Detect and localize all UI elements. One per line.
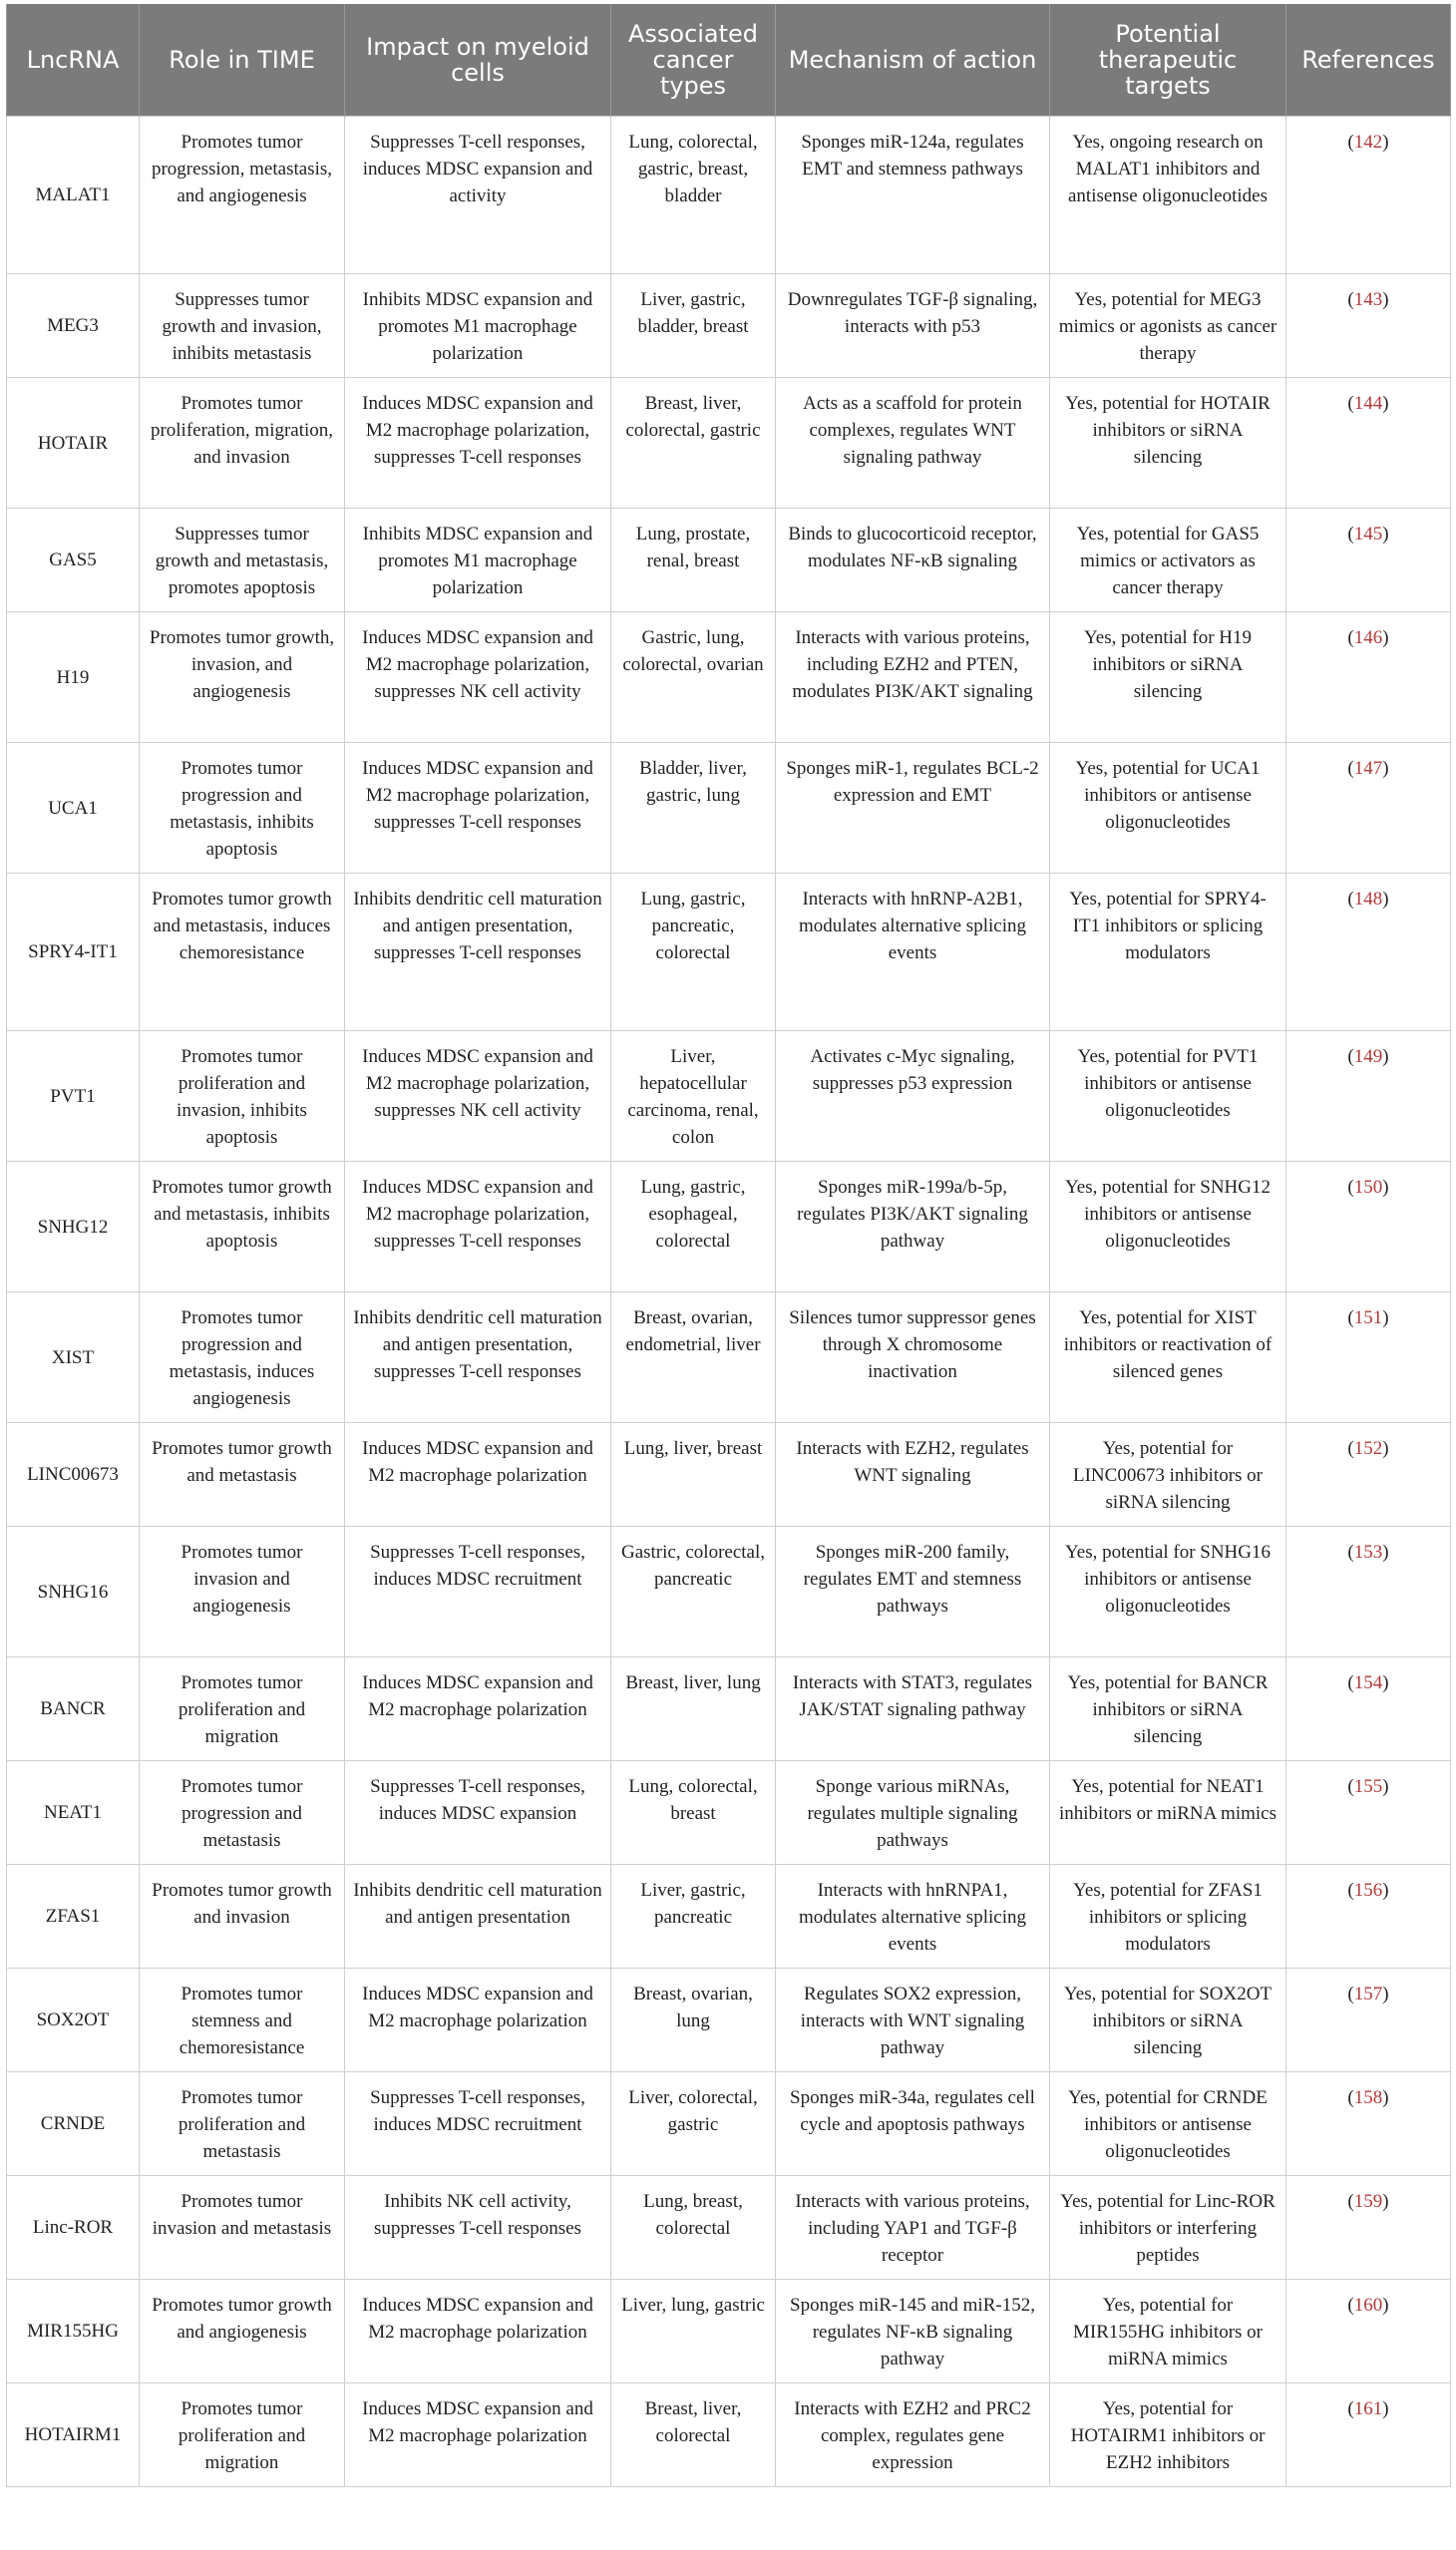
impact-cell: Induces MDSC expansion and M2 macrophage polarization, suppresses T-cell responses [345, 743, 611, 874]
role-cell: Promotes tumor growth and angiogenesis [140, 2280, 345, 2383]
table-row [7, 1162, 1451, 1292]
impact-cell: Inhibits MDSC expansion and promotes M1 macrophage polarization [345, 274, 611, 378]
mechanism-cell: Activates c-Myc signaling, suppresses p53 expression [776, 1031, 1050, 1162]
cancer-types-cell: Breast, ovarian, endometrial, liver [611, 1292, 776, 1423]
cancer-types-cell: Breast, liver, lung [611, 1657, 776, 1761]
reference-cell: (153) [1286, 1527, 1451, 1657]
lncrna-cell: SOX2OT [7, 1969, 140, 2072]
header-lncrna: LncRNA [7, 4, 140, 117]
impact-cell: Induces MDSC expansion and M2 macrophage polarization [345, 2383, 611, 2487]
header-references: References [1286, 4, 1451, 117]
cancer-types-cell: Breast, ovarian, lung [611, 1969, 776, 2072]
reference-cell: (160) [1286, 2280, 1451, 2383]
reference-link[interactable]: 150 [1353, 1177, 1383, 1198]
table-row [7, 2072, 1451, 2176]
targets-cell: Yes, potential for BANCR inhibitors or siRNA silencing [1050, 1657, 1286, 1761]
mechanism-cell: Interacts with EZH2 and PRC2 complex, regulates gene expression [776, 2383, 1050, 2487]
table-row [7, 274, 1451, 378]
lncrna-cell: BANCR [7, 1657, 140, 1761]
table-row [7, 117, 1451, 274]
targets-cell: Yes, potential for XIST inhibitors or reactivation of silenced genes [1050, 1292, 1286, 1423]
mechanism-cell: Interacts with hnRNP-A2B1, modulates alternative splicing events [776, 874, 1050, 1031]
targets-cell: Yes, potential for H19 inhibitors or siRNA silencing [1050, 612, 1286, 743]
lncrna-cell: MALAT1 [7, 117, 140, 274]
cancer-types-cell: Liver, hepatocellular carcinoma, renal, colon [611, 1031, 776, 1162]
impact-cell: Inhibits dendritic cell maturation and antigen presentation, suppresses T-cell responses [345, 874, 611, 1031]
reference-link[interactable]: 160 [1353, 2295, 1383, 2316]
header-mechanism: Mechanism of action [776, 4, 1050, 117]
lncrna-cell: MIR155HG [7, 2280, 140, 2383]
mechanism-cell: Sponges miR-34a, regulates cell cycle and apoptosis pathways [776, 2072, 1050, 2176]
targets-cell: Yes, potential for SNHG16 inhibitors or antisense oligonucleotides [1050, 1527, 1286, 1657]
reference-link[interactable]: 154 [1353, 1672, 1383, 1693]
reference-cell: (146) [1286, 612, 1451, 743]
reference-cell: (157) [1286, 1969, 1451, 2072]
reference-cell: (161) [1286, 2383, 1451, 2487]
reference-link[interactable]: 149 [1353, 1046, 1383, 1067]
lncrna-cell: UCA1 [7, 743, 140, 874]
role-cell: Promotes tumor progression and metastasis, inhibits apoptosis [140, 743, 345, 874]
reference-link[interactable]: 148 [1353, 889, 1383, 910]
table-row [7, 2280, 1451, 2383]
table-row [7, 1969, 1451, 2072]
lncrna-cell: Linc-ROR [7, 2176, 140, 2280]
lncrna-cell: MEG3 [7, 274, 140, 378]
reference-link[interactable]: 158 [1353, 2087, 1383, 2108]
role-cell: Promotes tumor proliferation and metastasis [140, 2072, 345, 2176]
reference-link[interactable]: 147 [1353, 758, 1383, 779]
impact-cell: Suppresses T-cell responses, induces MDSC expansion [345, 1761, 611, 1865]
cancer-types-cell: Lung, colorectal, breast [611, 1761, 776, 1865]
mechanism-cell: Sponges miR-1, regulates BCL-2 expression and EMT [776, 743, 1050, 874]
cancer-types-cell: Liver, lung, gastric [611, 2280, 776, 2383]
lncrna-cell: SPRY4-IT1 [7, 874, 140, 1031]
targets-cell: Yes, potential for PVT1 inhibitors or antisense oligonucleotides [1050, 1031, 1286, 1162]
role-cell: Promotes tumor proliferation and migration [140, 1657, 345, 1761]
impact-cell: Induces MDSC expansion and M2 macrophage polarization, suppresses T-cell responses [345, 378, 611, 509]
role-cell: Suppresses tumor growth and metastasis, promotes apoptosis [140, 509, 345, 612]
reference-cell: (148) [1286, 874, 1451, 1031]
mechanism-cell: Downregulates TGF-β signaling, interacts with p53 [776, 274, 1050, 378]
reference-cell: (144) [1286, 378, 1451, 509]
reference-link[interactable]: 161 [1353, 2398, 1383, 2419]
reference-cell: (154) [1286, 1657, 1451, 1761]
targets-cell: Yes, potential for Linc-ROR inhibitors or interfering peptides [1050, 2176, 1286, 2280]
mechanism-cell: Sponges miR-200 family, regulates EMT and stemness pathways [776, 1527, 1050, 1657]
lncrna-cell: LINC00673 [7, 1423, 140, 1527]
header-cancer-types: Associated cancer types [611, 4, 776, 117]
lncrna-cell: ZFAS1 [7, 1865, 140, 1969]
reference-link[interactable]: 159 [1353, 2191, 1383, 2212]
mechanism-cell: Acts as a scaffold for protein complexes, regulates WNT signaling pathway [776, 378, 1050, 509]
table-row [7, 874, 1451, 1031]
lncrna-cell: HOTAIR [7, 378, 140, 509]
reference-link[interactable]: 155 [1353, 1776, 1383, 1797]
targets-cell: Yes, potential for GAS5 mimics or activators as cancer therapy [1050, 509, 1286, 612]
impact-cell: Inhibits dendritic cell maturation and antigen presentation, suppresses T-cell responses [345, 1292, 611, 1423]
lncrna-cell: PVT1 [7, 1031, 140, 1162]
cancer-types-cell: Liver, gastric, bladder, breast [611, 274, 776, 378]
cancer-types-cell: Breast, liver, colorectal [611, 2383, 776, 2487]
role-cell: Promotes tumor growth and invasion [140, 1865, 345, 1969]
table-row [7, 1657, 1451, 1761]
targets-cell: Yes, ongoing research on MALAT1 inhibitors and antisense oligonucleotides [1050, 117, 1286, 274]
mechanism-cell: Interacts with various proteins, including YAP1 and TGF-β receptor [776, 2176, 1050, 2280]
lncrna-cell: GAS5 [7, 509, 140, 612]
mechanism-cell: Interacts with hnRNPA1, modulates alternative splicing events [776, 1865, 1050, 1969]
table-row [7, 743, 1451, 874]
targets-cell: Yes, potential for CRNDE inhibitors or antisense oligonucleotides [1050, 2072, 1286, 2176]
cancer-types-cell: Gastric, colorectal, pancreatic [611, 1527, 776, 1657]
reference-cell: (151) [1286, 1292, 1451, 1423]
table-row [7, 1292, 1451, 1423]
targets-cell: Yes, potential for HOTAIRM1 inhibitors or EZH2 inhibitors [1050, 2383, 1286, 2487]
reference-cell: (145) [1286, 509, 1451, 612]
impact-cell: Suppresses T-cell responses, induces MDSC recruitment [345, 1527, 611, 1657]
table-row [7, 509, 1451, 612]
reference-cell: (150) [1286, 1162, 1451, 1292]
reference-link[interactable]: 142 [1353, 132, 1383, 153]
header-role: Role in TIME [140, 4, 345, 117]
lncrna-cell: NEAT1 [7, 1761, 140, 1865]
impact-cell: Induces MDSC expansion and M2 macrophage polarization [345, 2280, 611, 2383]
impact-cell: Induces MDSC expansion and M2 macrophage polarization [345, 1657, 611, 1761]
table-row [7, 378, 1451, 509]
cancer-types-cell: Lung, prostate, renal, breast [611, 509, 776, 612]
role-cell: Promotes tumor growth, invasion, and angiogenesis [140, 612, 345, 743]
table-row [7, 2176, 1451, 2280]
cancer-types-cell: Breast, liver, colorectal, gastric [611, 378, 776, 509]
lncrna-cell: CRNDE [7, 2072, 140, 2176]
targets-cell: Yes, potential for SPRY4-IT1 inhibitors or splicing modulators [1050, 874, 1286, 1031]
impact-cell: Induces MDSC expansion and M2 macrophage polarization, suppresses T-cell responses [345, 1162, 611, 1292]
role-cell: Promotes tumor stemness and chemoresistance [140, 1969, 345, 2072]
header-targets: Potential therapeutic targets [1050, 4, 1286, 117]
targets-cell: Yes, potential for ZFAS1 inhibitors or splicing modulators [1050, 1865, 1286, 1969]
reference-cell: (158) [1286, 2072, 1451, 2176]
table-body [7, 117, 1451, 2487]
targets-cell: Yes, potential for SNHG12 inhibitors or antisense oligonucleotides [1050, 1162, 1286, 1292]
role-cell: Promotes tumor invasion and angiogenesis [140, 1527, 345, 1657]
cancer-types-cell: Gastric, lung, colorectal, ovarian [611, 612, 776, 743]
reference-link[interactable]: 153 [1353, 1542, 1383, 1563]
reference-link[interactable]: 151 [1353, 1307, 1383, 1328]
role-cell: Promotes tumor growth and metastasis, induces chemoresistance [140, 874, 345, 1031]
table-row [7, 1865, 1451, 1969]
cancer-types-cell: Lung, liver, breast [611, 1423, 776, 1527]
reference-cell: (142) [1286, 117, 1451, 274]
reference-link[interactable]: 144 [1353, 393, 1383, 414]
mechanism-cell: Binds to glucocorticoid receptor, modulates NF-κB signaling [776, 509, 1050, 612]
lncrna-cell: XIST [7, 1292, 140, 1423]
role-cell: Promotes tumor proliferation and migration [140, 2383, 345, 2487]
role-cell: Suppresses tumor growth and invasion, inhibits metastasis [140, 274, 345, 378]
reference-link[interactable]: 143 [1353, 289, 1383, 310]
reference-link[interactable]: 157 [1353, 1984, 1383, 2004]
table-row [7, 1761, 1451, 1865]
mechanism-cell: Sponges miR-124a, regulates EMT and stemness pathways [776, 117, 1050, 274]
role-cell: Promotes tumor progression, metastasis, and angiogenesis [140, 117, 345, 274]
reference-cell: (152) [1286, 1423, 1451, 1527]
impact-cell: Induces MDSC expansion and M2 macrophage polarization [345, 1969, 611, 2072]
cancer-types-cell: Lung, gastric, pancreatic, colorectal [611, 874, 776, 1031]
impact-cell: Induces MDSC expansion and M2 macrophage polarization [345, 1423, 611, 1527]
mechanism-cell: Interacts with various proteins, including EZH2 and PTEN, modulates PI3K/AKT signaling [776, 612, 1050, 743]
role-cell: Promotes tumor proliferation and invasion, inhibits apoptosis [140, 1031, 345, 1162]
reference-cell: (149) [1286, 1031, 1451, 1162]
lncrna-cell: SNHG16 [7, 1527, 140, 1657]
cancer-types-cell: Lung, gastric, esophageal, colorectal [611, 1162, 776, 1292]
role-cell: Promotes tumor growth and metastasis, inhibits apoptosis [140, 1162, 345, 1292]
role-cell: Promotes tumor progression and metastasis, induces angiogenesis [140, 1292, 345, 1423]
cancer-types-cell: Lung, colorectal, gastric, breast, bladder [611, 117, 776, 274]
mechanism-cell: Sponges miR-199a/b-5p, regulates PI3K/AKT signaling pathway [776, 1162, 1050, 1292]
mechanism-cell: Interacts with STAT3, regulates JAK/STAT signaling pathway [776, 1657, 1050, 1761]
reference-cell: (143) [1286, 274, 1451, 378]
targets-cell: Yes, potential for UCA1 inhibitors or antisense oligonucleotides [1050, 743, 1286, 874]
role-cell: Promotes tumor growth and metastasis [140, 1423, 345, 1527]
targets-cell: Yes, potential for MIR155HG inhibitors or miRNA mimics [1050, 2280, 1286, 2383]
mechanism-cell: Regulates SOX2 expression, interacts with WNT signaling pathway [776, 1969, 1050, 2072]
impact-cell: Induces MDSC expansion and M2 macrophage polarization, suppresses NK cell activity [345, 612, 611, 743]
targets-cell: Yes, potential for HOTAIR inhibitors or siRNA silencing [1050, 378, 1286, 509]
role-cell: Promotes tumor proliferation, migration, and invasion [140, 378, 345, 509]
table-row [7, 1031, 1451, 1162]
impact-cell: Inhibits MDSC expansion and promotes M1 macrophage polarization [345, 509, 611, 612]
impact-cell: Induces MDSC expansion and M2 macrophage polarization, suppresses NK cell activity [345, 1031, 611, 1162]
lncrna-cell: SNHG12 [7, 1162, 140, 1292]
role-cell: Promotes tumor invasion and metastasis [140, 2176, 345, 2280]
mechanism-cell: Sponges miR-145 and miR-152, regulates NF-κB signaling pathway [776, 2280, 1050, 2383]
cancer-types-cell: Bladder, liver, gastric, lung [611, 743, 776, 874]
reference-link[interactable]: 152 [1353, 1438, 1383, 1459]
reference-cell: (155) [1286, 1761, 1451, 1865]
reference-link[interactable]: 145 [1353, 524, 1383, 545]
cancer-types-cell: Liver, gastric, pancreatic [611, 1865, 776, 1969]
targets-cell: Yes, potential for LINC00673 inhibitors or siRNA silencing [1050, 1423, 1286, 1527]
impact-cell: Suppresses T-cell responses, induces MDSC expansion and activity [345, 117, 611, 274]
mechanism-cell: Silences tumor suppressor genes through X chromosome inactivation [776, 1292, 1050, 1423]
header-row [7, 4, 1451, 117]
reference-cell: (159) [1286, 2176, 1451, 2280]
cancer-types-cell: Liver, colorectal, gastric [611, 2072, 776, 2176]
reference-link[interactable]: 146 [1353, 627, 1383, 648]
targets-cell: Yes, potential for MEG3 mimics or agonists as cancer therapy [1050, 274, 1286, 378]
reference-cell: (156) [1286, 1865, 1451, 1969]
table-row [7, 2383, 1451, 2487]
role-cell: Promotes tumor progression and metastasis [140, 1761, 345, 1865]
mechanism-cell: Interacts with EZH2, regulates WNT signaling [776, 1423, 1050, 1527]
mechanism-cell: Sponge various miRNAs, regulates multiple signaling pathways [776, 1761, 1050, 1865]
targets-cell: Yes, potential for NEAT1 inhibitors or miRNA mimics [1050, 1761, 1286, 1865]
reference-cell: (147) [1286, 743, 1451, 874]
targets-cell: Yes, potential for SOX2OT inhibitors or siRNA silencing [1050, 1969, 1286, 2072]
reference-link[interactable]: 156 [1353, 1880, 1383, 1901]
lncrna-cell: H19 [7, 612, 140, 743]
cancer-types-cell: Lung, breast, colorectal [611, 2176, 776, 2280]
header-impact: Impact on myeloid cells [345, 4, 611, 117]
lncrna-table [6, 4, 1451, 2487]
table-row [7, 612, 1451, 743]
lncrna-cell: HOTAIRM1 [7, 2383, 140, 2487]
table-row [7, 1527, 1451, 1657]
table-row [7, 1423, 1451, 1527]
impact-cell: Inhibits NK cell activity, suppresses T-cell responses [345, 2176, 611, 2280]
impact-cell: Inhibits dendritic cell maturation and antigen presentation [345, 1865, 611, 1969]
impact-cell: Suppresses T-cell responses, induces MDSC recruitment [345, 2072, 611, 2176]
